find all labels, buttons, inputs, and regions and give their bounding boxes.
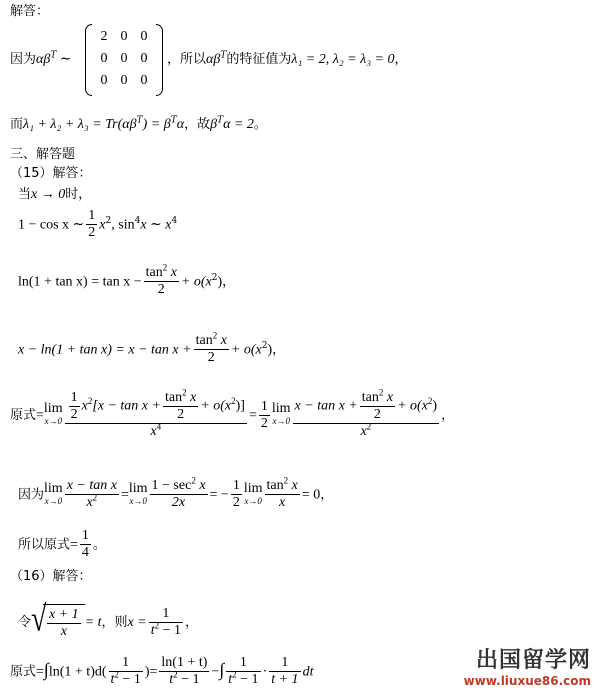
matrix-cell: 0 (100, 51, 108, 66)
exp: 4 (134, 215, 141, 226)
limit: lim x→0 (271, 401, 291, 426)
frac-num: $\tan^2 x$ (195, 330, 227, 348)
line-xln (18, 330, 286, 366)
o-close: ) (267, 342, 273, 358)
comma: ， (441, 408, 455, 423)
x-var: x (99, 217, 106, 233)
line-ln (18, 262, 236, 298)
matrix-right-bracket (156, 24, 163, 96)
matrix-table (94, 26, 154, 92)
int-expr: ln(1 + t)d( (48, 664, 107, 680)
matrix-cell: 2 (100, 29, 108, 44)
tan-fraction (144, 262, 179, 298)
fraction: $\frac{1}{t^2 - 1}$ (110, 655, 141, 687)
exp: 4 (171, 215, 178, 226)
line-original (10, 387, 455, 440)
when-text: 当 (18, 187, 32, 202)
frac-num: $\tan^2 x$ (145, 262, 177, 280)
right-fraction (293, 387, 440, 440)
fraction: $\frac{\text{x − tan x}}{x^2}$ (66, 478, 117, 510)
line-eigen (167, 51, 408, 68)
transpose-sup-2: T (220, 50, 227, 61)
transpose-sup: T (217, 115, 224, 126)
and-text: 而 (10, 117, 24, 132)
integral-icon: ∫ (219, 659, 225, 680)
so-original: 所以原式 (18, 537, 71, 553)
tan-fraction: $\frac{\tan^2 x}{2}$ (164, 387, 197, 422)
half-fraction (86, 208, 97, 241)
q16-label: （16）解答： (10, 569, 92, 584)
xln-expr: x − ln(1 + tan x) = x − tan x + (18, 342, 192, 358)
because-text: 因为 (18, 487, 45, 503)
o-term: + o(x (230, 342, 262, 358)
limit-expr: x → 0 (31, 187, 66, 202)
integral-icon: ∫ (43, 659, 49, 680)
fraction: $\frac{1}{t^2 - 1}$ (228, 655, 259, 687)
eq-t: = t (84, 615, 102, 630)
equals: = (120, 487, 129, 503)
line-let (18, 599, 199, 640)
dt: dt (302, 664, 314, 680)
comma: ， (185, 615, 199, 630)
matrix-left-bracket (85, 24, 92, 96)
matrix-cell: 0 (140, 73, 148, 88)
line-integral (10, 655, 313, 688)
right-frac-num: x − tan x + $\frac{\tan^2 x}{2}$ + $o(x^2)$ (294, 387, 438, 422)
watermark-title: 出国留学网 (475, 648, 591, 673)
equals: = (70, 537, 78, 553)
result: = 0 (301, 487, 321, 503)
section-title: 三、解答题 (10, 147, 76, 162)
tan-fraction: $\frac{\tan^2 x}{2}$ (361, 387, 394, 422)
frac-den: 2 (157, 282, 165, 297)
quarter-fraction: $\frac{1}{4}$ (81, 528, 89, 560)
matrix-cell: 0 (120, 51, 128, 66)
line-so (18, 528, 106, 561)
then-text: ，则 (101, 615, 128, 630)
comma: ， (272, 342, 286, 358)
comma: ， (222, 274, 236, 290)
let-text: 令 (18, 615, 32, 630)
period: 。 (92, 537, 106, 553)
transpose-sup: T (136, 115, 143, 126)
limit: lim x→0 (44, 480, 63, 506)
limit: lim x→0 (43, 401, 63, 426)
limit: lim x→0 (128, 480, 148, 506)
cos-expr: 1 − cos x ∼ (18, 217, 85, 233)
fraction: $\frac{1}{t + 1}$ (271, 655, 299, 687)
answer-label: 解答： (10, 4, 50, 19)
line-because-matrix (10, 51, 72, 68)
therefore-text: ，故 (184, 117, 211, 132)
big-fraction (65, 387, 247, 440)
big-frac-num: $\frac{1}{2}$ $x^2[x - \tan x$ + $\frac{\tan^2 x}{2}$ + $o(x^2)$] (65, 390, 247, 424)
frac-den: 2 (207, 350, 215, 365)
matrix-cell: 0 (100, 73, 108, 88)
equals: = (248, 408, 257, 423)
beta-expr-b: α = 2 (223, 117, 254, 132)
line-because-lim (18, 475, 334, 511)
line-when (18, 186, 91, 203)
matrix-cell: 0 (140, 29, 148, 44)
tan-fraction (194, 330, 229, 366)
watermark (464, 643, 591, 688)
eigen-text: 的特征值为 (226, 52, 292, 67)
sqrt-expr: √ $\frac{x + 1}{x}$ (31, 604, 85, 640)
x-eq: x = (127, 615, 147, 630)
matrix-cell: 0 (120, 73, 128, 88)
ln-expr: ln(1 + tan x) = tan x − (18, 274, 142, 290)
fraction: $\frac{\tan^2 x}{x}$ (266, 475, 298, 510)
big-frac-den: $x^4$ (150, 421, 162, 439)
sin-expr: , sin (111, 217, 135, 233)
alpha-beta: αβ (36, 52, 51, 67)
o-term: + o(x (180, 274, 212, 290)
minus: − (211, 664, 220, 680)
half-fraction: $\frac{1}{2}$ (232, 478, 240, 510)
matrix (85, 24, 163, 96)
comma: ， (394, 52, 408, 67)
eigenvalues: λ₁ = 2, λ₂ = λ₃ = 0 (291, 52, 395, 67)
half-fraction: $\frac{1}{2}$ (70, 390, 78, 422)
limit: lim x→0 (243, 480, 263, 506)
beta-expr: β (210, 117, 218, 132)
half-fraction: $\frac{1}{2}$ (260, 398, 268, 431)
transpose-sup: T (170, 115, 177, 126)
original-label: 原式 (10, 408, 37, 423)
fraction: $\frac{1 - \sec^2 x}{2x}$ (151, 475, 206, 510)
o-close: ) (217, 274, 223, 290)
equals: = − (209, 487, 229, 503)
exp: 2 (211, 272, 218, 283)
exp: 2 (105, 215, 112, 226)
frac-num: 1 (88, 208, 96, 223)
equals: = (36, 408, 44, 423)
radical-icon: √ (31, 599, 47, 640)
fraction: $\frac{1}{t^2 - 1}$ (150, 605, 182, 638)
period: 。 (253, 117, 267, 132)
original-label: 原式 (10, 664, 37, 680)
exp: 2 (261, 340, 268, 351)
so-text: ，所以 (167, 52, 207, 67)
equals: = (36, 664, 44, 680)
sim-symbol: ∼ (56, 52, 72, 67)
trace-expr-c: α (176, 117, 185, 132)
comma: ， (320, 487, 334, 503)
q15-label: （15）解答： (10, 166, 92, 181)
line-cos (18, 208, 177, 241)
matrix-cell: 0 (140, 51, 148, 66)
trace-expr: λ₁ + λ₂ + λ₃ = Tr(αβ (23, 117, 137, 132)
alpha-beta-2: αβ (206, 52, 221, 67)
sin-tail: x ∼ x (140, 217, 172, 233)
transpose-sup: T (50, 50, 57, 61)
trace-expr-b: ) = β (142, 117, 171, 132)
matrix-cell: 0 (120, 29, 128, 44)
fraction: $\frac{\ln(1 + t)}{t^2 - 1}$ (161, 655, 208, 687)
frac-den: 2 (88, 225, 96, 240)
when-suffix: 时， (65, 187, 92, 202)
close-paren: ) (144, 664, 150, 680)
dot: · (262, 664, 268, 680)
watermark-url: www.liuxue86.com (463, 674, 591, 688)
right-frac-den: $x^2$ (360, 421, 372, 439)
because-text: 因为 (10, 52, 37, 67)
line-trace (10, 116, 267, 133)
equals: = (149, 664, 158, 680)
